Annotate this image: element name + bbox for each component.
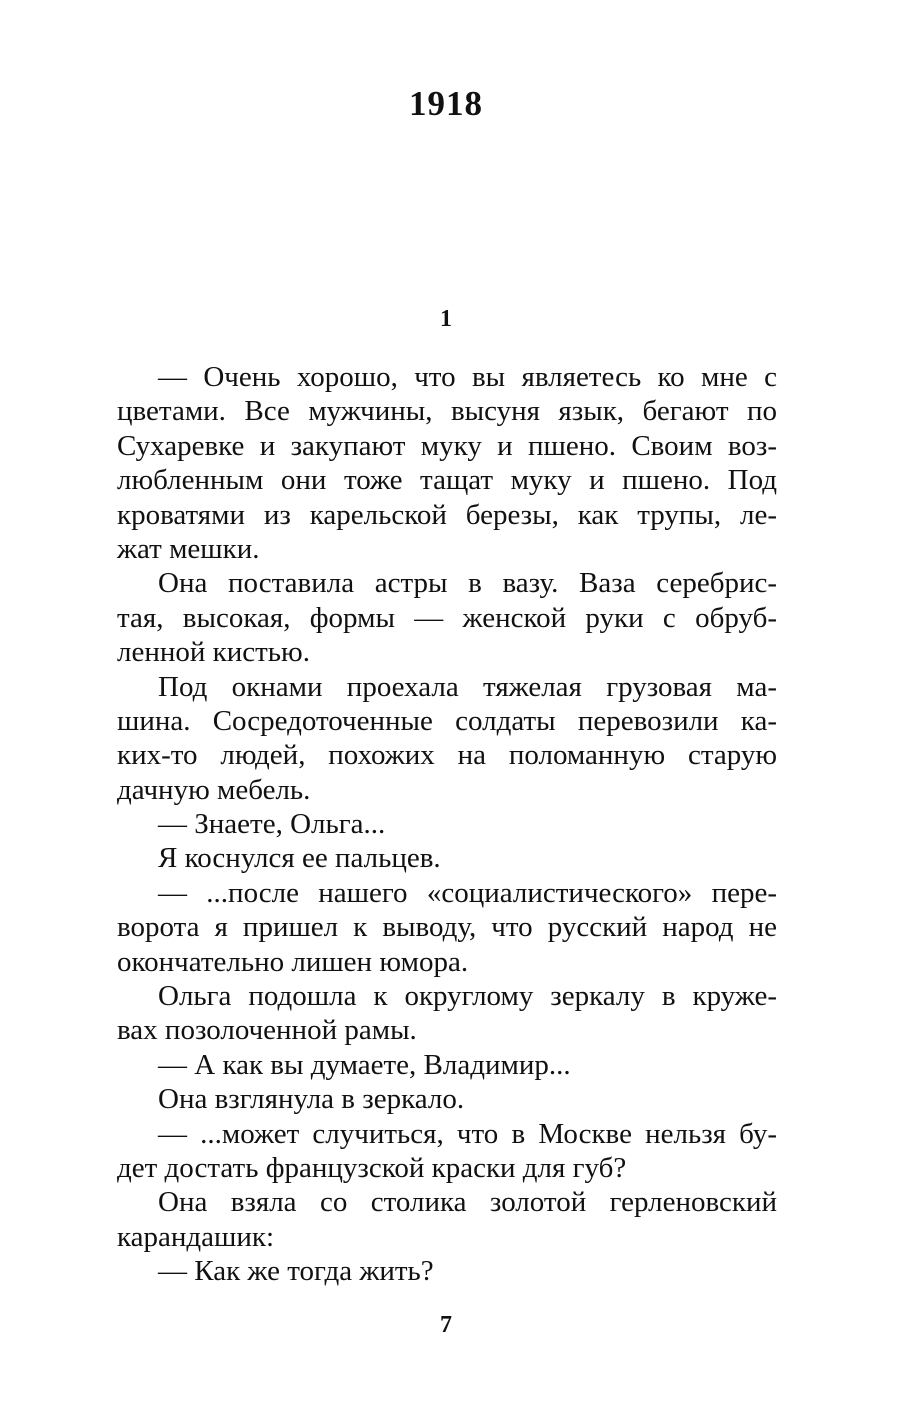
text-line: Ольга подошла к округлому зеркалу в круже- [158, 980, 777, 1013]
paragraph [117, 670, 777, 808]
paragraph [117, 807, 777, 841]
body-text [117, 360, 777, 1289]
text-line: ких-то людей, похожих на поломанную старую [117, 739, 777, 772]
text-line: — Как же тогда жить? [158, 1255, 434, 1288]
text-line: карандашик: [117, 1220, 275, 1253]
paragraph [117, 1082, 777, 1116]
text-line: Она поставила астры в вазу. Ваза серебрис- [158, 567, 777, 600]
text-line: Сухаревке и закупают муку и пшено. Своим воз- [117, 429, 777, 462]
text-line: дет достать французской краски для губ? [117, 1151, 627, 1184]
year-title: 1918 [409, 84, 483, 123]
text-line: Я коснулся ее пальцев. [158, 842, 441, 875]
text-line: — Очень хорошо, что вы являетесь ко мне с [158, 361, 777, 393]
paragraph [117, 360, 777, 566]
paragraph [117, 1117, 777, 1186]
paragraph [117, 566, 777, 669]
text-line: тая, высокая, формы — женской руки с обруб- [117, 601, 777, 634]
text-line: ленной кистью. [117, 636, 310, 669]
text-line: шина. Сосредоточенные солдаты перевозили ка- [117, 704, 777, 737]
text-line: вах позолоченной рамы. [117, 1014, 417, 1047]
chapter-number: 1 [440, 306, 452, 332]
page-number: 7 [440, 1312, 452, 1338]
paragraph [117, 876, 777, 979]
text-line: — ...после нашего «социалистического» пере- [158, 876, 777, 909]
paragraph [117, 841, 777, 875]
text-line: кроватями из карельской березы, как трупы, ле- [117, 498, 777, 531]
text-line: Она взяла со столика золотой герленовский [158, 1186, 777, 1219]
text-line: любленным они тоже тащат муку и пшено. Под [117, 464, 777, 497]
paragraph [117, 1048, 777, 1082]
text-line: жат мешки. [117, 532, 260, 565]
text-line: окончательно лишен юмора. [117, 945, 469, 978]
text-line: Она взглянула в зеркало. [158, 1083, 465, 1116]
text-line: — А как вы думаете, Владимир... [158, 1048, 571, 1081]
text-line: дачную мебель. [117, 773, 311, 806]
paragraph [117, 1254, 777, 1288]
text-line: — ...может случиться, что в Москве нельзя бу- [158, 1117, 777, 1150]
paragraph [117, 979, 777, 1048]
text-line: — Знаете, Ольга... [158, 808, 386, 841]
paragraph [117, 1185, 777, 1254]
text-line: цветами. Все мужчины, высуня язык, бегают по [117, 395, 777, 428]
text-line: Под окнами проехала тяжелая грузовая ма- [158, 670, 777, 703]
text-line: ворота я пришел к выводу, что русский народ не [117, 911, 777, 944]
